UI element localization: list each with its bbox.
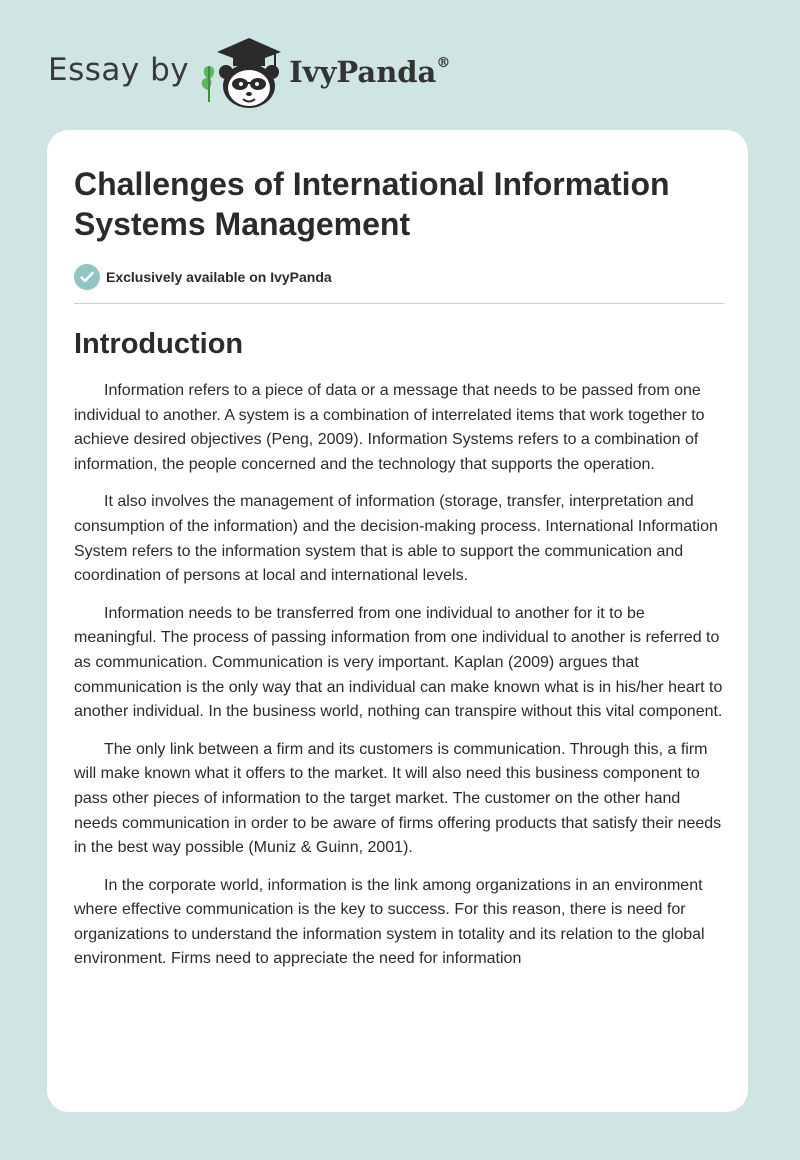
essay-by-label: Essay by xyxy=(48,52,190,88)
check-icon xyxy=(74,264,100,290)
leaf-icon xyxy=(202,66,215,102)
ivypanda-logo[interactable] xyxy=(195,30,450,110)
paragraph: In the corporate world, information is the link among organizations in an environment where effective communication is the key to success. For this reason, there is need for organizations to understand the information system in totality and its relation to the global environment. Firms need to appreciate the need for information xyxy=(74,876,705,968)
essay-title: Challenges of International Information Systems Management xyxy=(74,166,670,242)
panda-mascot-icon xyxy=(195,30,287,110)
essay-body xyxy=(74,379,724,972)
essay-card xyxy=(47,130,748,1112)
site-header xyxy=(48,30,450,110)
paragraph: Information needs to be transferred from one individual to another for it to be meaningful. The process of passing information from one individual to another is referred to as communication. Communication is very important. Kaplan (2009) argues that communication is the only way that an individual can make known what is in his/her heart to another individual. In the business world, nothing can transpire without this vital component. xyxy=(74,604,723,721)
section-heading: Introduction xyxy=(74,328,244,360)
essay-content xyxy=(74,164,724,985)
paragraph: Information refers to a piece of data or a message that needs to be passed from one individual to another. A system is a combination of interrelated items that work together to achieve desired objectives (Peng, 2009). Information Systems refers to a combination of information, the people concerned and the technology that supports the operation. xyxy=(74,382,705,473)
brand-name xyxy=(289,55,450,89)
registered-mark: ® xyxy=(436,55,451,72)
paragraph: It also involves the management of information (storage, transfer, interpretation and consumption of the information) and the decision-making process. International Information System refers to the information system that is able to support the communication and coordination of persons at local and international levels. xyxy=(74,493,718,585)
exclusive-label: Exclusively available on IvyPanda xyxy=(106,269,332,285)
exclusive-badge xyxy=(74,263,724,291)
divider xyxy=(74,303,724,304)
paragraph: The only link between a firm and its customers is communication. Through this, a firm will make known what it offers to the market. It will also need this business component to pass other pieces of information to the target market. The customer on the other hand needs communication in order to be aware of firms offering products that satisfy their needs in the best way possible (Muniz & Guinn, 2001). xyxy=(74,740,722,857)
brand-name-text: IvyPanda xyxy=(289,55,437,89)
